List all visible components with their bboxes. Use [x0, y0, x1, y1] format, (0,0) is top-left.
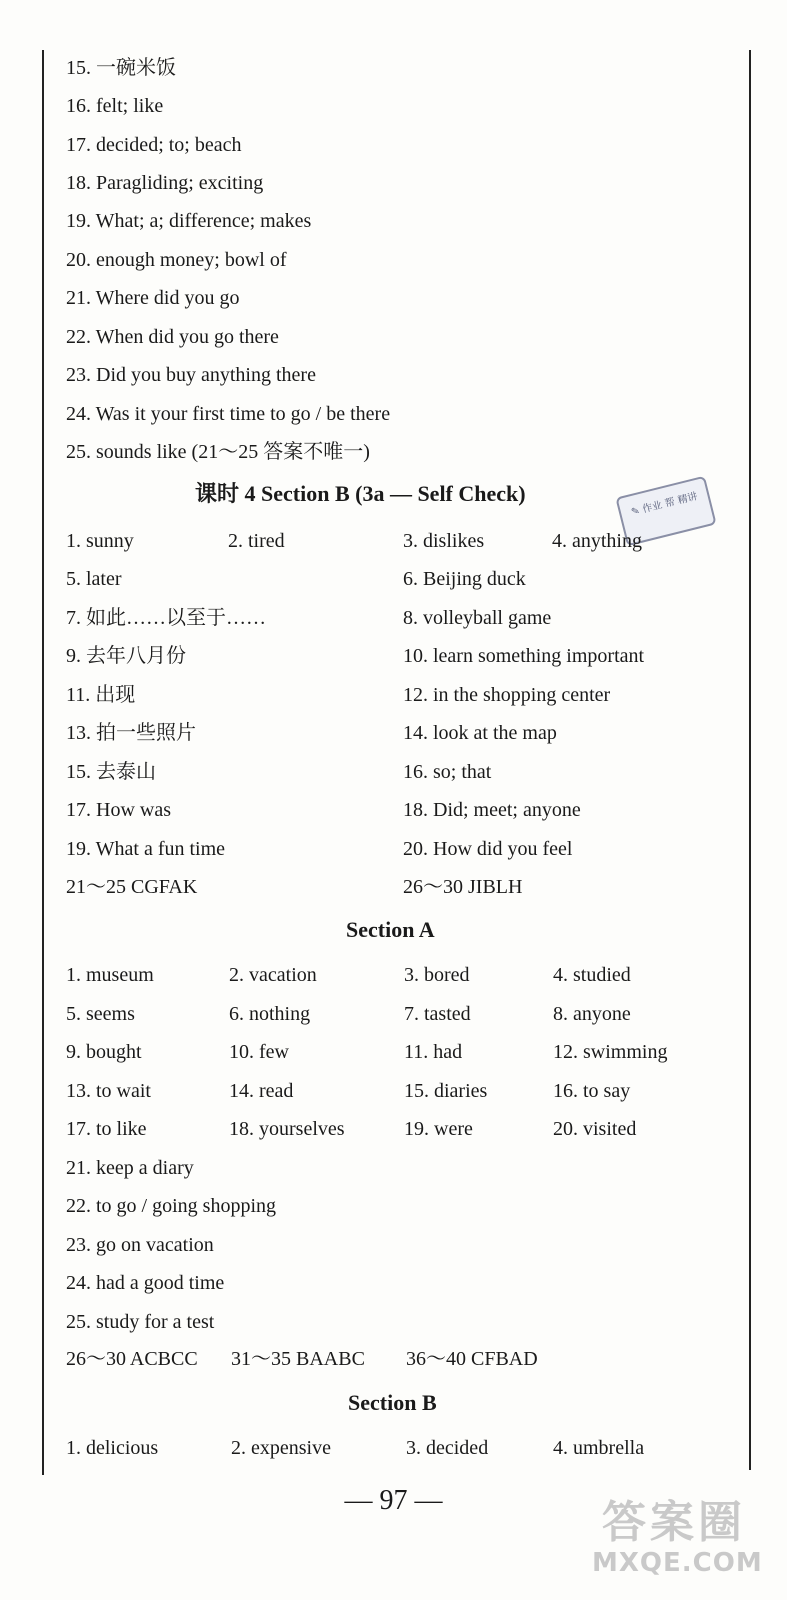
answer-item: 10. learn something important [403, 645, 645, 667]
answer-item: 18. yourselves [229, 1118, 345, 1140]
answer-item: 7. tasted [404, 1003, 471, 1025]
answer-line: 24. Was it your first time to go / be there [66, 403, 391, 425]
answer-item: 1. museum [66, 964, 154, 986]
answer-item: 4. anything [552, 530, 642, 552]
answer-item: 6. nothing [229, 1003, 311, 1025]
answer-line: 21. Where did you go [66, 287, 240, 309]
answer-line: 24. had a good time [66, 1272, 225, 1294]
answer-item: 12. in the shopping center [403, 684, 611, 706]
section-a-heading: Section A [346, 917, 435, 942]
answer-item: 5. seems [66, 1003, 135, 1025]
answer-item: 2. expensive [231, 1437, 331, 1459]
answer-item: 8. volleyball game [403, 607, 552, 629]
answer-line: 21. keep a diary [66, 1157, 194, 1179]
answer-item: 16. to say [553, 1080, 631, 1102]
watermark-bottom: MXQE.COM [592, 1548, 763, 1578]
left-margin-rule [42, 50, 44, 1475]
answer-item: 19. were [404, 1118, 473, 1140]
answer-item: 21～25 CGFAK [66, 876, 198, 898]
answer-item: 4. umbrella [553, 1437, 645, 1459]
lesson4-heading: 课时 4 Section B (3a — Self Check) [195, 481, 526, 506]
answer-item: 1. sunny [66, 530, 134, 552]
answer-item: 11. 出现 [66, 684, 136, 706]
answer-line: 22. to go / going shopping [66, 1195, 277, 1217]
answer-line: 23. go on vacation [66, 1234, 214, 1256]
answer-line: 16. felt; like [66, 95, 164, 117]
answer-item: 8. anyone [553, 1003, 631, 1025]
answer-line: 25. study for a test [66, 1311, 215, 1333]
answer-item: 2. tired [228, 530, 285, 552]
answer-item: 5. later [66, 568, 122, 590]
answer-line: 17. decided; to; beach [66, 134, 242, 156]
answer-item: 12. swimming [553, 1041, 668, 1063]
answer-item: 16. so; that [403, 761, 492, 783]
answer-item: 26～30 JIBLH [403, 876, 523, 898]
answer-item: 6. Beijing duck [403, 568, 526, 590]
answer-line: 18. Paragliding; exciting [66, 172, 264, 194]
answer-item: 17. How was [66, 799, 171, 821]
answer-item: 14. look at the map [403, 722, 557, 744]
answer-item: 3. bored [404, 964, 470, 986]
answer-item: 13. 拍一些照片 [66, 722, 196, 744]
answer-item: 3. decided [406, 1437, 489, 1459]
answer-item: 9. 去年八月份 [66, 645, 186, 667]
answer-item: 4. studied [553, 964, 631, 986]
answer-line: 25. sounds like (21～25 答案不唯一) [66, 441, 370, 463]
answer-item: 14. read [229, 1080, 294, 1102]
answer-item: 20. visited [553, 1118, 637, 1140]
answer-line: 15. 一碗米饭 [66, 57, 176, 79]
answer-item: 7. 如此……以至于…… [66, 607, 266, 629]
page-number: — 97 — [344, 1485, 443, 1516]
answer-item: 13. to wait [66, 1080, 151, 1102]
answer-item: 31～35 BAABC [231, 1348, 365, 1370]
answer-item: 11. had [404, 1041, 463, 1063]
answer-item: 18. Did; meet; anyone [403, 799, 581, 821]
section-b-heading: Section B [348, 1390, 437, 1415]
answer-line: 22. When did you go there [66, 326, 279, 348]
answer-item: 2. vacation [229, 964, 317, 986]
answer-item: 36～40 CFBAD [406, 1348, 538, 1370]
answer-line: 23. Did you buy anything there [66, 364, 316, 386]
right-margin-rule [749, 50, 751, 1470]
stamp-icon: ✎ [630, 505, 641, 519]
answer-item: 3. dislikes [403, 530, 485, 552]
site-watermark [592, 1482, 782, 1592]
watermark-top: 答案圈 [602, 1497, 746, 1548]
answer-item: 9. bought [66, 1041, 142, 1063]
answer-line: 19. What; a; difference; makes [66, 210, 312, 232]
answer-item: 19. What a fun time [66, 838, 226, 860]
answer-item: 15. diaries [404, 1080, 488, 1102]
answer-item: 26～30 ACBCC [66, 1348, 198, 1370]
answer-item: 10. few [229, 1041, 289, 1063]
answer-item: 17. to like [66, 1118, 147, 1140]
answer-item: 15. 去泰山 [66, 761, 156, 783]
stamp-label: 作业 帮 精讲 [641, 491, 699, 516]
answer-item: 1. delicious [66, 1437, 159, 1459]
answer-line: 20. enough money; bowl of [66, 249, 287, 271]
answer-item: 20. How did you feel [403, 838, 573, 860]
